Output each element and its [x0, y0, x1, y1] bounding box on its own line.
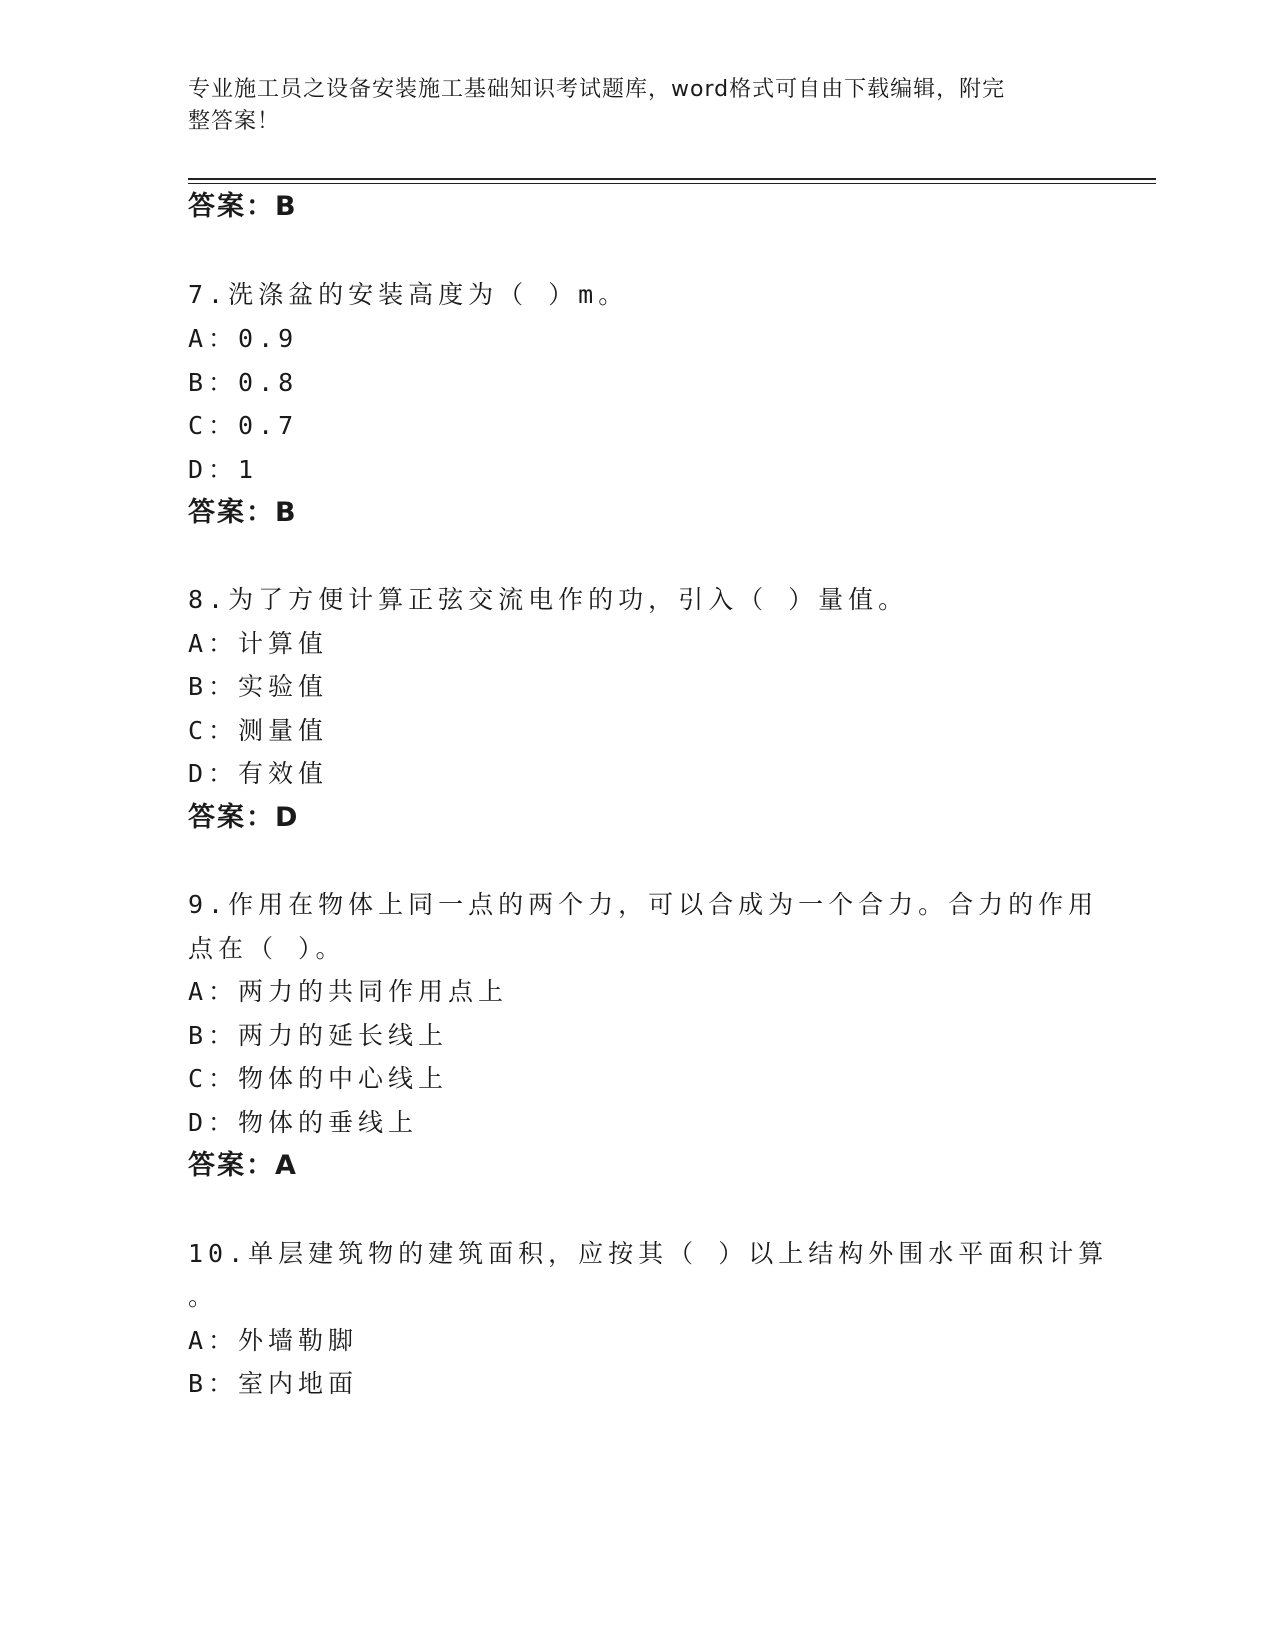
- question-10-stem-line-1: 10.单层建筑物的建筑面积，应按其（ ）以上结构外围水平面积计算: [188, 1239, 1109, 1268]
- question-9-option-a: A：两力的共同作用点上: [188, 977, 509, 1006]
- question-10-stem-line-2: 。: [188, 1282, 219, 1311]
- question-9-stem-line-2: 点在（ ）。: [188, 934, 346, 963]
- question-7-option-d: D：1: [188, 455, 259, 484]
- question-9-answer: 答案：A: [188, 1150, 298, 1181]
- intro-line-1: 专业施工员之设备安装施工基础知识考试题库，word格式可自由下载编辑，附完: [188, 77, 1006, 102]
- question-8-stem: 8.为了方便计算正弦交流电作的功，引入（ ）量值。: [188, 585, 909, 614]
- question-7-option-c: C：0.7: [188, 411, 299, 440]
- intro-line-2: 整答案！: [188, 109, 281, 134]
- question-8-option-b: B：实验值: [188, 672, 329, 701]
- header-divider-thick: [188, 178, 1156, 180]
- question-10-option-a: A：外墙勒脚: [188, 1326, 359, 1355]
- question-7-stem: 7.洗涤盆的安装高度为（ ）m。: [188, 280, 629, 309]
- document-intro: [188, 74, 1068, 138]
- question-9-stem-line-1: 9.作用在物体上同一点的两个力，可以合成为一个合力。合力的作用: [188, 890, 1099, 919]
- question-8-option-d: D：有效值: [188, 759, 329, 788]
- question-7-option-a: A：0.9: [188, 324, 299, 353]
- question-9-option-c: C：物体的中心线上: [188, 1064, 449, 1093]
- question-8-answer: 答案：D: [188, 802, 300, 833]
- header-divider-thin: [188, 183, 1156, 184]
- previous-answer: 答案：B: [188, 191, 298, 222]
- question-8-option-a: A：计算值: [188, 629, 329, 658]
- question-8-option-c: C：测量值: [188, 716, 329, 745]
- question-7-answer: 答案：B: [188, 497, 298, 528]
- question-9-option-b: B：两力的延长线上: [188, 1021, 449, 1050]
- question-7-option-b: B：0.8: [188, 368, 299, 397]
- question-9-option-d: D：物体的垂线上: [188, 1108, 419, 1137]
- question-10-option-b: B：室内地面: [188, 1369, 359, 1398]
